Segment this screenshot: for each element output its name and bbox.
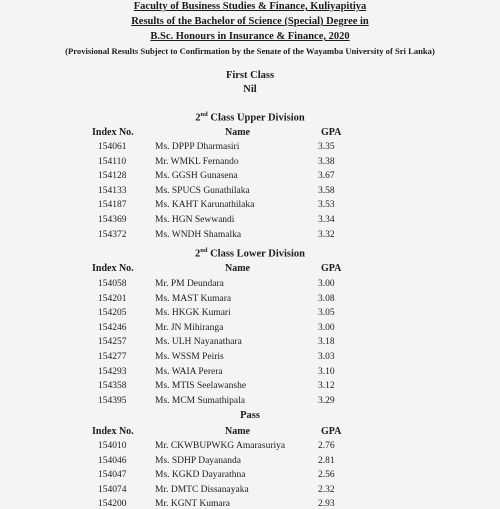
faculty-heading: Faculty of Business Studies & Finance, Kuliyapitiya xyxy=(133,1,367,12)
section-title-text: Class Lower Division xyxy=(207,248,305,260)
row-name: Ms. KAHT Karunathilaka xyxy=(155,200,255,211)
row-index: 154257 xyxy=(98,337,127,348)
row-name: Mr. WMKL Fernando xyxy=(155,156,239,167)
section-title-suffix: nd xyxy=(200,111,208,118)
row-name: Ms. HKGK Kumari xyxy=(155,308,231,319)
column-header-gpa: GPA xyxy=(321,263,342,274)
row-index: 154187 xyxy=(98,200,127,211)
column-header-index: Index No. xyxy=(92,263,134,274)
row-index: 154061 xyxy=(98,142,127,152)
row-index: 154046 xyxy=(98,455,127,466)
row-gpa: 3.38 xyxy=(318,156,335,167)
section-title-text: Class Upper Division xyxy=(207,112,305,124)
row-name: Mr. JN Mihiranga xyxy=(155,322,224,333)
row-gpa: 3.10 xyxy=(318,366,335,377)
provisional-note: (Provisional Results Subject to Confirmation by the Senate of the Wayamba University of Sri Lanka) xyxy=(65,46,435,56)
first-class-value: Nil xyxy=(243,84,257,95)
row-name: Ms. SDHP Dayananda xyxy=(155,455,241,466)
section-title xyxy=(0,111,500,124)
row-gpa: 2.32 xyxy=(318,484,335,495)
section-title xyxy=(0,247,500,260)
row-gpa: 3.12 xyxy=(318,381,335,392)
row-gpa: 2.76 xyxy=(318,441,335,451)
row-gpa: 3.00 xyxy=(318,322,335,333)
row-name: Mr. CKWBUPWKG Amarasuriya xyxy=(155,441,286,451)
section-title-text: Pass xyxy=(240,410,260,421)
row-gpa: 3.08 xyxy=(318,293,335,304)
row-name: Mr. DMTC Dissanayaka xyxy=(155,484,249,495)
row-name: Ms. MTIS Seelawanshe xyxy=(155,381,247,392)
row-index: 154201 xyxy=(98,293,127,304)
row-gpa: 2.81 xyxy=(318,455,335,466)
row-name: Ms. MCM Sumathipala xyxy=(155,395,245,406)
row-index: 154010 xyxy=(98,441,127,451)
row-index: 154293 xyxy=(98,366,127,377)
row-gpa: 3.29 xyxy=(318,395,335,406)
row-index: 154395 xyxy=(98,395,127,406)
row-name: Mr. PM Deundara xyxy=(155,279,224,289)
column-header-name: Name xyxy=(225,426,250,437)
column-header-name: Name xyxy=(225,263,250,274)
row-index: 154369 xyxy=(98,215,127,225)
row-index: 154047 xyxy=(98,470,127,481)
row-index: 154205 xyxy=(98,308,127,319)
row-index: 154074 xyxy=(98,484,127,495)
row-name: Ms. WSSM Peiris xyxy=(155,352,224,362)
row-index: 154200 xyxy=(98,499,127,509)
row-index: 154133 xyxy=(98,185,127,196)
degree-heading: B.Sc. Honours in Insurance & Finance, 2020 xyxy=(150,31,350,42)
row-name: Ms. KGKD Dayarathna xyxy=(155,470,246,481)
row-index: 154246 xyxy=(98,322,127,333)
column-header-name: Name xyxy=(225,127,250,138)
row-gpa: 3.34 xyxy=(318,215,335,225)
row-name: Ms. HGN Sewwandi xyxy=(155,215,235,225)
row-name: Ms. SPUCS Gunathilaka xyxy=(155,185,250,196)
row-gpa: 3.18 xyxy=(318,337,335,348)
row-index: 154110 xyxy=(98,156,127,167)
column-header-index: Index No. xyxy=(92,127,134,138)
row-gpa: 3.53 xyxy=(318,200,335,211)
section-title-suffix: nd xyxy=(200,247,208,254)
row-gpa: 2.93 xyxy=(318,499,335,509)
row-index: 154058 xyxy=(98,279,127,289)
row-gpa: 3.05 xyxy=(318,308,335,319)
row-name: Ms. GGSH Gunasena xyxy=(155,171,238,182)
row-gpa: 3.35 xyxy=(318,142,335,152)
row-gpa: 3.67 xyxy=(318,171,335,182)
section-title xyxy=(0,410,500,421)
row-name: Ms. MAST Kumara xyxy=(155,293,232,304)
column-header-gpa: GPA xyxy=(321,127,342,138)
row-name: Ms. ULH Nayanathara xyxy=(155,337,242,348)
row-name: Ms. DPPP Dharmasiri xyxy=(155,142,240,152)
first-class-title: First Class xyxy=(225,70,275,81)
row-index: 154128 xyxy=(98,171,127,182)
row-gpa: 3.32 xyxy=(318,229,335,240)
row-gpa: 3.03 xyxy=(318,352,335,362)
results-heading: Results of the Bachelor of Science (Special) Degree in xyxy=(131,16,369,27)
row-name: Ms. WAIA Perera xyxy=(155,366,223,377)
row-gpa: 3.58 xyxy=(318,185,335,196)
column-header-index: Index No. xyxy=(92,426,134,437)
row-index: 154277 xyxy=(98,352,127,362)
row-gpa: 2.56 xyxy=(318,470,335,481)
row-index: 154358 xyxy=(98,381,127,392)
column-header-gpa: GPA xyxy=(321,426,342,437)
row-index: 154372 xyxy=(98,229,127,240)
row-name: Mr. KGNT Kumara xyxy=(155,499,231,509)
row-gpa: 3.00 xyxy=(318,279,335,289)
section-title-number: 2 xyxy=(195,112,201,124)
section-title-number: 2 xyxy=(194,248,201,260)
row-name: Ms. WNDH Shamalka xyxy=(155,229,242,240)
